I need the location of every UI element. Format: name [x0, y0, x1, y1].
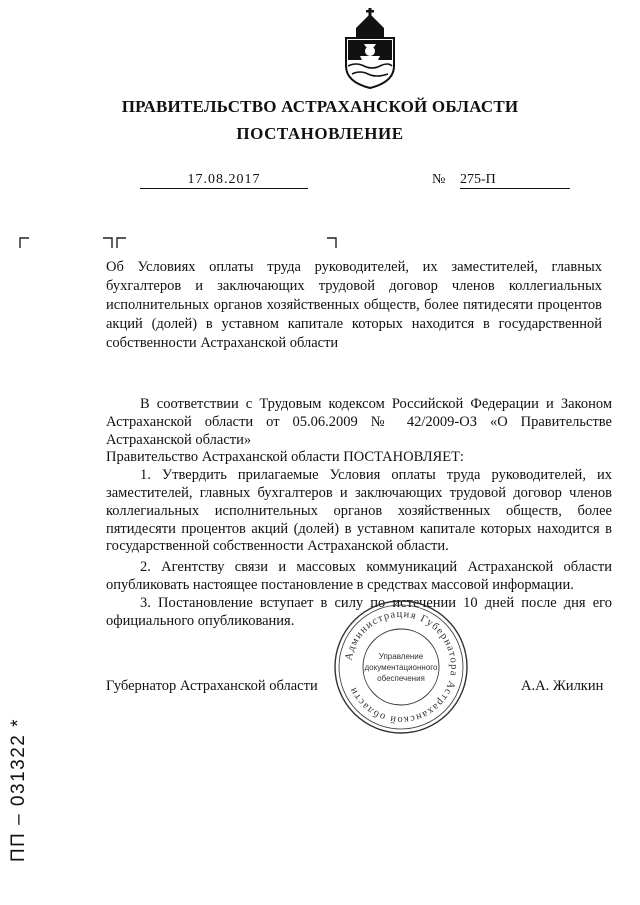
signer-title: Губернатор Астраханской области — [106, 678, 318, 694]
official-stamp — [331, 597, 471, 737]
preamble-paragraph: В соответствии с Трудовым кодексом Российской Федерации и Законом Астраханской области от 05.06.2009 № 42/2009-ОЗ «О Правительстве Астраханской области» — [106, 396, 612, 448]
document-body — [106, 396, 612, 630]
document-date: 17.08.2017 — [140, 172, 308, 189]
side-registration-code: ПП – 031322 * — [8, 717, 29, 862]
organization-title: ПРАВИТЕЛЬСТВО АСТРАХАНСКОЙ ОБЛАСТИ — [121, 97, 519, 116]
number-label: № — [432, 172, 446, 187]
item-2-paragraph: 2. Агентству связи и массовых коммуникаций Астраханской области опубликовать настоящее постановление в средствах массовой информации. — [106, 559, 612, 593]
signer-name: А.А. Жилкин — [521, 678, 604, 694]
decree-line: Правительство Астраханской области ПОСТАНОВЛЯЕТ: — [106, 449, 464, 466]
corner-mark-top-left — [19, 237, 31, 249]
corner-mark-left-2 — [116, 237, 128, 249]
document-subject: Об Условиях оплаты труда руководителей, их заместителей, главных бухгалтеров и заключающих трудовой договор членов коллегиальных исполнительных органов хозяйственных обществ, более пятидесяти процентов акций (долей) в уставном капитале которых находится в государственной собственности Астраханской области — [106, 259, 602, 351]
stamp-center-line-3: обеспечения — [377, 674, 425, 683]
document-type: ПОСТАНОВЛЕНИЕ — [236, 124, 404, 143]
stamp-center-line-2: документационного — [364, 663, 438, 672]
coat-of-arms-emblem — [342, 8, 398, 90]
document-number: 275-П — [460, 172, 570, 189]
corner-mark-top-right — [326, 237, 338, 249]
item-1-paragraph: 1. Утвердить прилагаемые Условия оплаты труда руководителей, их заместителей, главных бухгалтеров и заключающих трудовой договор членов коллегиальных исполнительных органов хозяйственных обществ, более пятидесяти процентов акций (долей) в уставном капитале которых находится в государственной собственности Астраханской области. — [106, 467, 612, 555]
stamp-ring-text: Администрация Губернатора Астраханской области — [343, 608, 460, 726]
corner-mark-left-1 — [102, 237, 114, 249]
stamp-center-line-1: Управление — [378, 652, 424, 661]
item-3-paragraph: 3. Постановление вступает в силу по истечении 10 дней после дня его официального опубликования. — [106, 594, 612, 629]
